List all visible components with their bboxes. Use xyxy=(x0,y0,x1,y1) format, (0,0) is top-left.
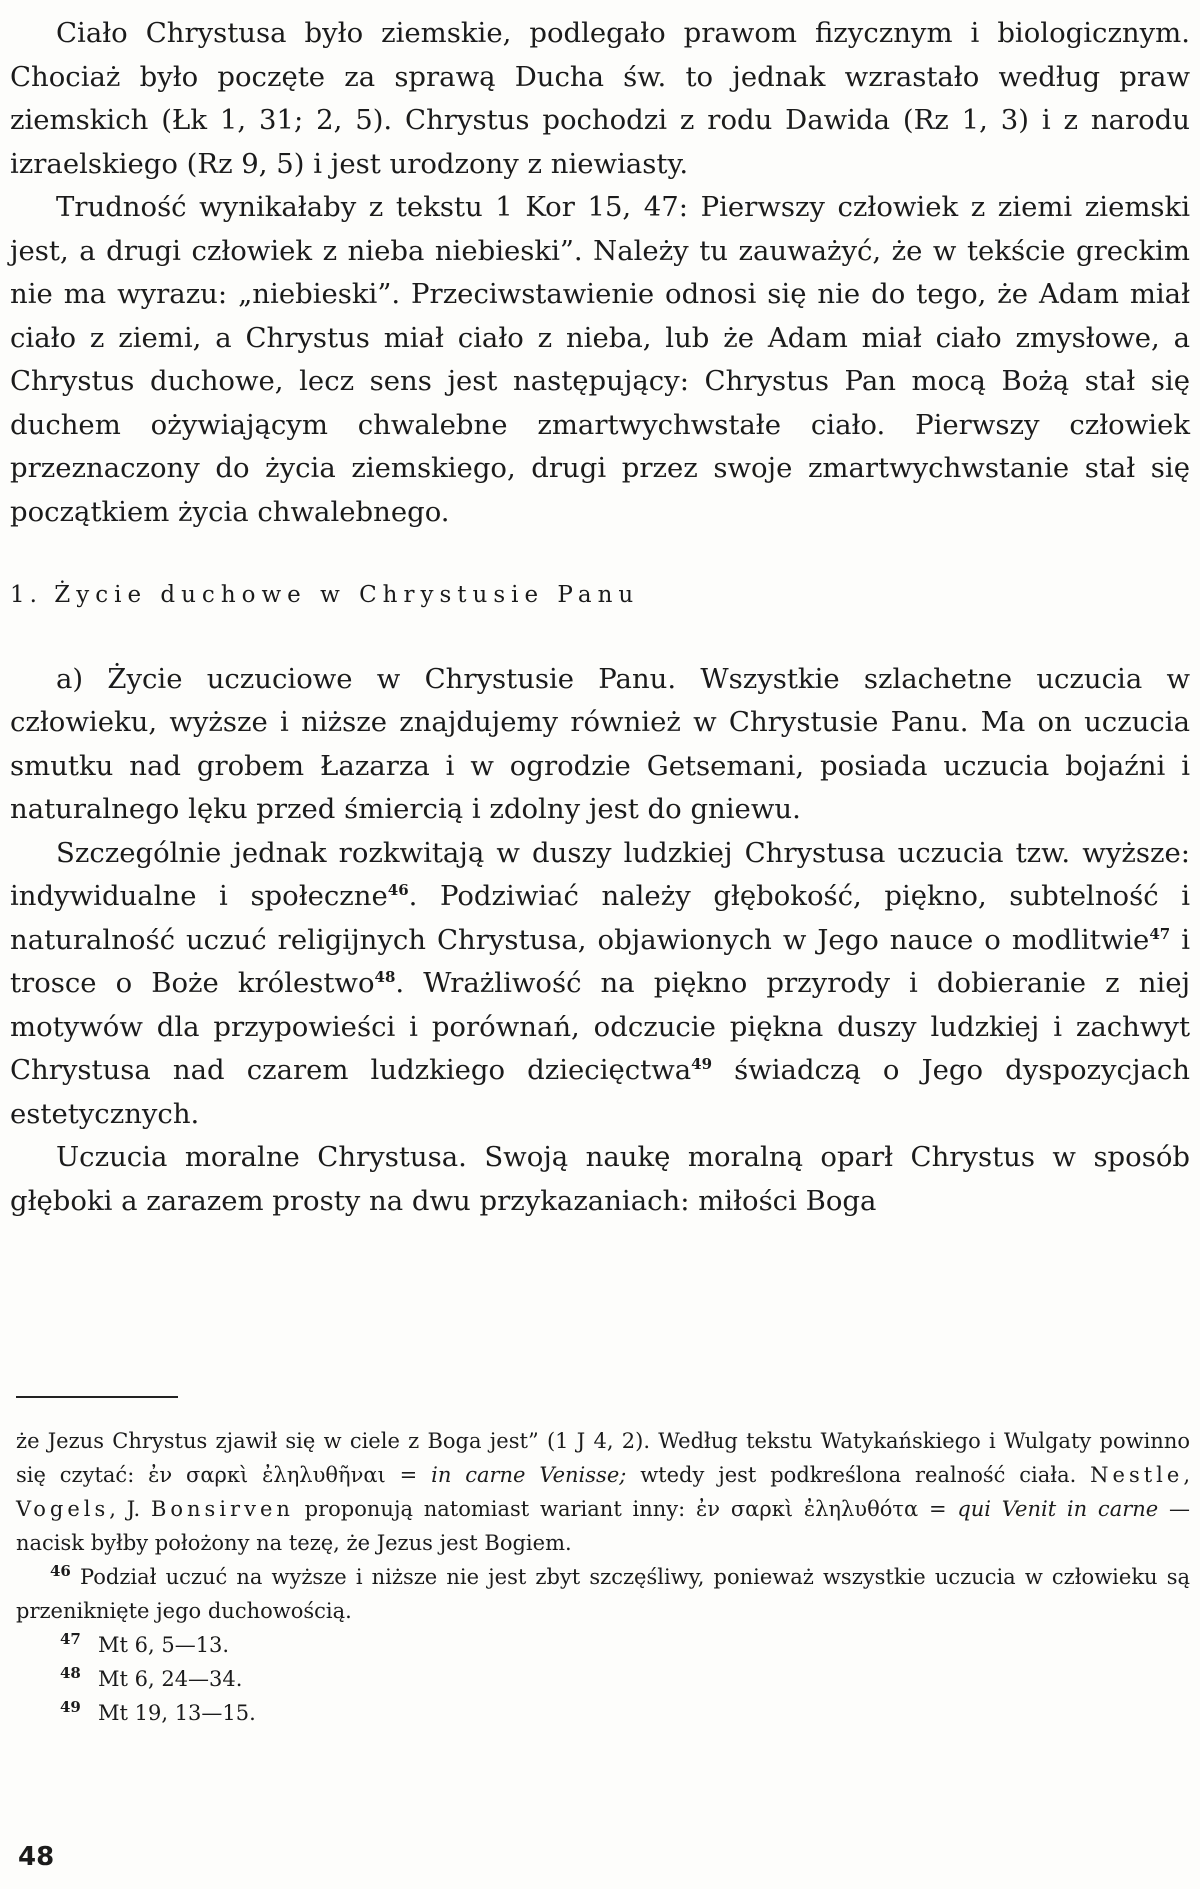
footnote-ref-49: 49 xyxy=(691,1054,713,1073)
fn-sep-1: , xyxy=(1183,1463,1190,1487)
footnote-47-text: Mt 6, 5—13. xyxy=(98,1633,230,1657)
paragraph-4 xyxy=(10,832,1190,1137)
fn-author-1: Nestle xyxy=(1090,1463,1184,1487)
footnote-46-number: 46 xyxy=(50,1562,71,1580)
footnote-46-text: Podział uczuć na wyższe i niższe nie jest zbyt szczęśliwy, ponieważ wszystkie uczucia w człowieku są przeniknięte jego duchowością. xyxy=(16,1565,1190,1623)
footnote-49: 49 Mt 19, 13—15. xyxy=(60,1698,256,1725)
footnote-48: 48 Mt 6, 24—34. xyxy=(60,1664,243,1691)
page-number: 48 xyxy=(18,1842,55,1872)
fn-greek-2: ἐν σαρκὶ ἐληλυθότα xyxy=(696,1497,919,1521)
footnote-ref-47: 47 xyxy=(1149,924,1171,943)
footnote-divider xyxy=(16,1396,178,1398)
main-text xyxy=(10,12,1190,1223)
paragraph-5: Uczucia moralne Chrystusa. Swoją naukę moralną oparł Chrystus w sposób głęboki a zarazem prosty na dwu przykazaniach: miłości Boga xyxy=(10,1141,1190,1217)
fn-sep-2: , J. xyxy=(109,1497,151,1521)
fn-cont-text-c: proponują natomiast wariant inny: xyxy=(293,1497,697,1521)
footnotes xyxy=(16,1424,1190,1730)
paragraph-2: Trudność wynikałaby z tekstu 1 Kor 15, 47: Pierwszy człowiek z ziemi ziemski jest, a drugi człowiek z nieba niebieski”. Należy tu zauważyć, że w tekście greckim nie ma wyrazu: „niebieski”. Przeciwstawienie odnosi się nie do tego, że Adam miał ciało z ziemi, a Chrystus miał ciało z nieba, lub że Adam miał ciało zmysłowe, a Chrystus duchowe, lecz sens jest następujący: Chrystus Pan mocą Bożą stał się duchem ożywiającym chwalebne zmartwychwstałe ciało. Pierwszy człowiek przeznaczony do życia ziemskiego, drugi przez swoje zmartwychwstanie stał się początkiem życia chwalebnego. xyxy=(10,191,1190,528)
fn-latin-2: qui Venit in carne xyxy=(957,1497,1159,1521)
section-number: 1. xyxy=(10,582,42,608)
footnote-ref-48: 48 xyxy=(374,967,396,986)
p4-part-c: i trosce o Boże królestwo xyxy=(10,923,1190,999)
section-heading xyxy=(10,574,1190,618)
p4-part-d: . Wrażliwość na piękno przyrody i dobieranie z niej motywów dla przypowieści i porównań, odczucie piękna duszy ludzkiej i zachwyt Chrystusa nad czarem ludzkiego dziecięctwa xyxy=(10,967,1191,1086)
p4-part-b: . Podziwiać należy głębokość, piękno, subtelność i naturalność uczuć religijnych Chrystusa, objawionych w Jego nauce o modlitwie xyxy=(10,880,1190,956)
fn-author-3: Bonsirven xyxy=(150,1497,294,1521)
fn-greek-1: ἐν σαρκὶ ἐληλυθῆναι xyxy=(148,1463,386,1487)
footnote-46 xyxy=(16,1560,1190,1628)
footnote-continuation xyxy=(16,1424,1190,1560)
fn-author-2: Vogels xyxy=(16,1497,110,1521)
fn-eq-2: = xyxy=(918,1497,958,1521)
fn-cont-text-b: wtedy jest podkreślona realność ciała. xyxy=(626,1463,1091,1487)
fn-cont-text-a: że Jezus Chrystus zjawił się w ciele z Boga jest” (1 J 4, 2). Według tekstu Watykańskiego i Wulgaty powinno się czytać: xyxy=(16,1429,1190,1487)
fn-latin-1: in carne Venisse; xyxy=(431,1463,627,1487)
fn-eq-1: = xyxy=(385,1463,432,1487)
fn-cont-text-d: — nacisk byłby położony na tezę, że Jezus jest Bogiem. xyxy=(16,1497,1190,1555)
footnote-49-text: Mt 19, 13—15. xyxy=(98,1701,256,1725)
paragraph-3: a) Życie uczuciowe w Chrystusie Panu. Wszystkie szlachetne uczucia w człowieku, wyższe i niższe znajdujemy również w Chrystusie Panu. Ma on uczucia smutku nad grobem Łazarza i w ogrodzie Getsemani, posiada uczucia bojaźni i naturalnego lęku przed śmiercią i zdolny jest do gniewu. xyxy=(10,662,1190,825)
section-title: Życie duchowe w Chrystusie Panu xyxy=(54,582,640,608)
p4-part-e: świadczą o Jego dyspozycjach estetycznych. xyxy=(10,1054,1190,1130)
p4-part-a: Szczególnie jednak rozkwitają w duszy ludzkiej Chrystusa uczucia tzw. wyższe: indywidualne i społeczne xyxy=(10,836,1190,912)
paragraph-1: Ciało Chrystusa było ziemskie, podlegało prawom fizycznym i biologicznym. Chociaż było poczęte za sprawą Ducha św. to jednak wzrastało według praw ziemskich (Łk 1, 31; 2, 5). Chrystus pochodzi z rodu Dawida (Rz 1, 3) i z narodu izraelskiego (Rz 9, 5) i jest urodzony z niewiasty. xyxy=(10,17,1190,180)
footnote-ref-46: 46 xyxy=(387,880,409,899)
footnote-48-text: Mt 6, 24—34. xyxy=(98,1667,243,1691)
footnote-47: 47 Mt 6, 5—13. xyxy=(60,1630,230,1657)
